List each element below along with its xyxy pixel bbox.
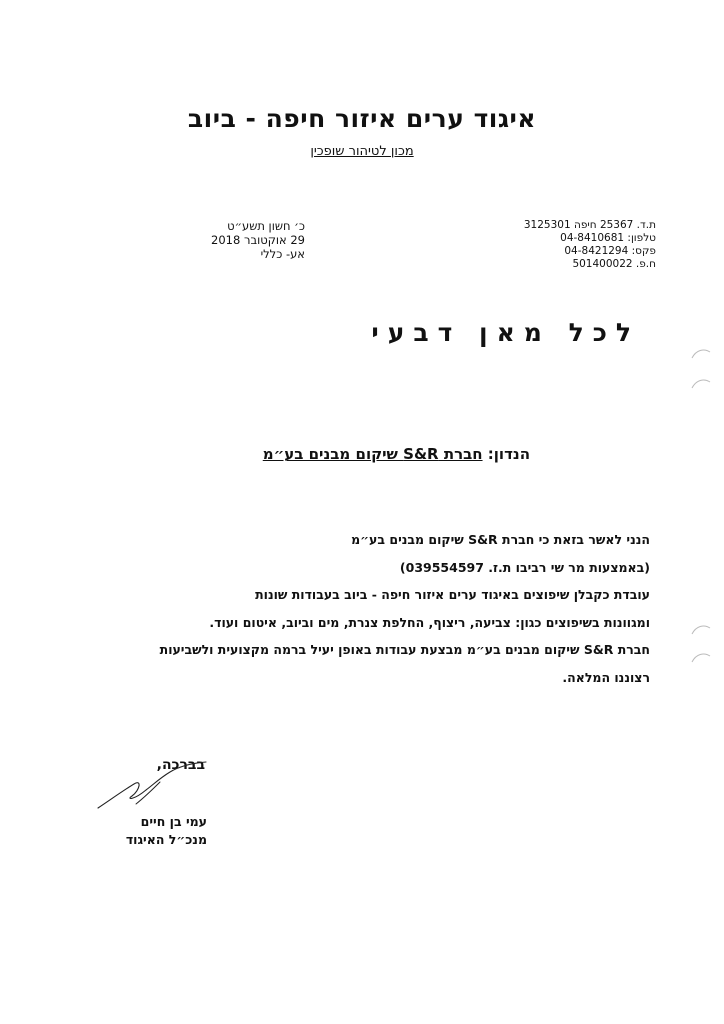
gregorian-date: 29 אוקטובר 2018: [211, 233, 305, 247]
scan-margin-mark: [690, 346, 712, 360]
contact-info: [496, 219, 656, 271]
scan-margin-mark: [690, 376, 712, 390]
salutation: לכל מאן דבעי: [371, 318, 640, 347]
body-line: (באמצעות מר שי רביבו ת.ז. 039554597): [399, 559, 650, 575]
closing: בברכה,: [156, 757, 205, 773]
organization-name: איגוד ערים איזור חיפה - ביוב: [187, 104, 537, 133]
reference: אע- כללי: [260, 247, 305, 261]
contact-address: ת.ד. 25367 חיפה 3125301: [523, 219, 656, 231]
signer-block: [100, 813, 207, 849]
signer-name: עמי בן חיים: [140, 814, 207, 829]
contact-company-id: ח.פ. 501400022: [572, 258, 656, 270]
scan-margin-mark: [690, 622, 712, 636]
subject-line: [120, 445, 530, 463]
organization-subtitle: [0, 144, 724, 159]
body-line: רצוננו המלאה.: [562, 669, 650, 685]
subject-value: חברת S&R שיקום מבנים בע״מ: [262, 445, 483, 463]
letter-body: [40, 526, 650, 691]
hebrew-date: כ׳ חשון תשע״ט: [227, 219, 305, 233]
body-line: עובדת כקבלן שיפוצים באיגוד ערים איזור חיפה - ביוב בעבודות שונות: [255, 587, 650, 602]
date-block: [150, 219, 305, 261]
subject-label: הנדון:: [487, 445, 530, 463]
handwritten-signature: [90, 760, 210, 815]
organization-subtitle-text: מכון לטיהור שופכין: [310, 144, 414, 159]
scan-margin-mark: [690, 650, 712, 664]
contact-phone: טלפון: 04-8410681: [560, 232, 656, 244]
body-line: הנני לאשר בזאת כי חברת S&R שיקום מבנים בע״מ: [351, 532, 650, 547]
body-line: חברת S&R שיקום מבנים בע״מ מבצעת עבודות באופן יעיל ברמה מקצועית ולשביעות: [159, 642, 650, 657]
body-line: ומגוונות בשיפוצים כגון: צביעה, ריצוף, החלפת צנרת, מים וביוב, איטום ועוד.: [209, 614, 650, 630]
contact-fax: פקס: 04-8421294: [564, 245, 656, 257]
signer-title: מנכ״ל האיגוד: [125, 832, 207, 847]
